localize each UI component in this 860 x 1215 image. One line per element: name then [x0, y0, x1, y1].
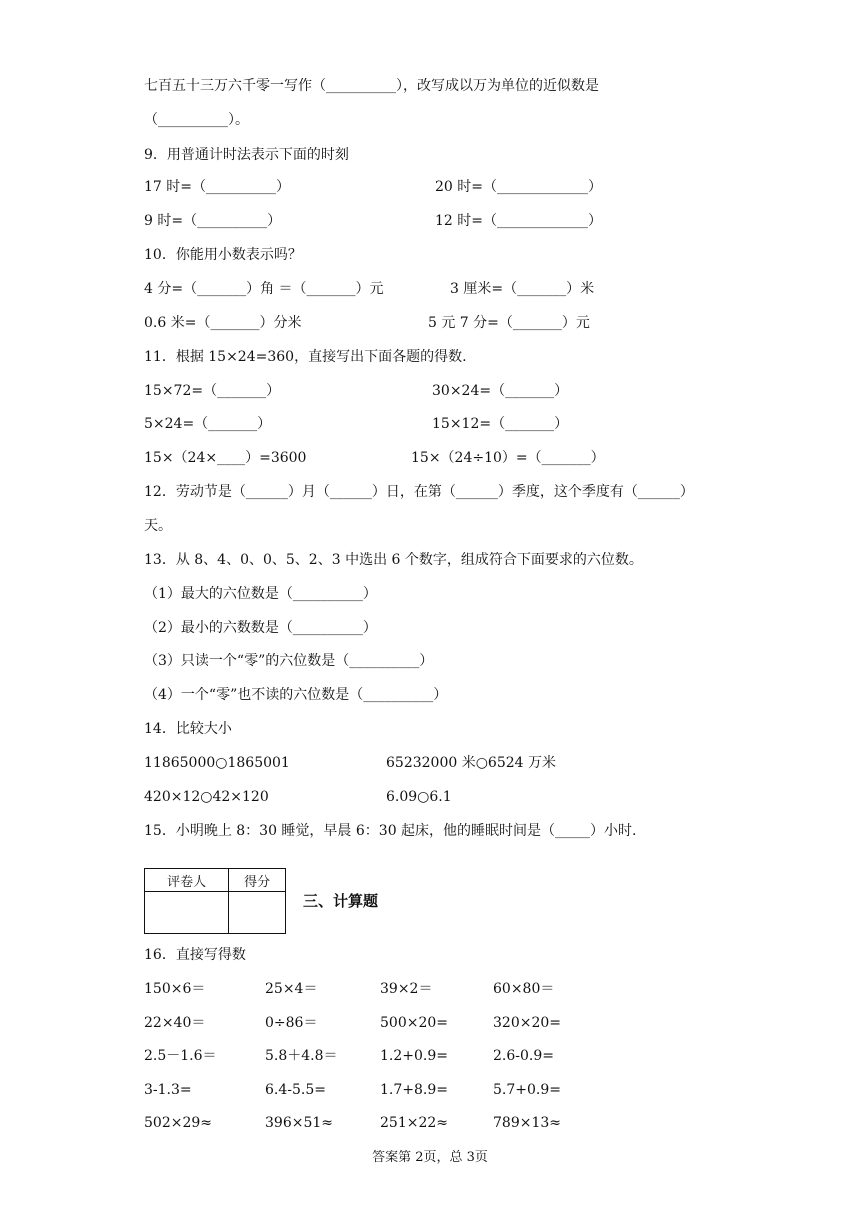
calc-item: 25×4＝ — [265, 981, 318, 997]
calc-item: 500×20= — [380, 1015, 448, 1031]
text-line-l2: （__________）。 — [144, 112, 249, 128]
text-line-q10c: 0.6 米=（_______）分米 — [144, 315, 302, 331]
text-line-q10: 10．你能用小数表示吗？ — [144, 247, 302, 263]
calc-item: 3-1.3= — [144, 1082, 192, 1098]
text-line-q14: 14．比较大小 — [144, 721, 232, 737]
text-line-q9b: 20 时=（_____________） — [435, 179, 602, 195]
text-line-q9d: 12 时=（_____________） — [435, 213, 602, 229]
text-line-q13d: （4）一个“零”也不读的六位数是（__________） — [144, 687, 448, 703]
text-line-q14a: 11865000○1865001 — [144, 755, 290, 771]
calc-item: 396×51≈ — [265, 1115, 333, 1131]
calc-item: 150×6＝ — [144, 981, 206, 997]
calc-item: 60×80＝ — [493, 981, 555, 997]
text-line-q9c: 9 时=（__________） — [144, 213, 282, 229]
text-line-q12b: 天。 — [144, 518, 172, 534]
calc-item: 1.2+0.9= — [380, 1048, 448, 1064]
score-cell — [229, 892, 286, 934]
page-footer: 答案第 2页，总 3页 — [372, 1150, 488, 1165]
text-line-l1: 七百五十三万六千零一写作（__________），改写成以万为单位的近似数是 — [144, 78, 599, 94]
text-line-q11a: 15×72=（_______） — [144, 383, 281, 399]
calc-item: 1.7+8.9= — [380, 1082, 448, 1098]
text-line-q15: 15．小明晚上 8：30 睡觉，早晨 6：30 起床，他的睡眠时间是（_____）小时. — [144, 823, 637, 839]
calc-item: 6.4-5.5= — [265, 1082, 326, 1098]
text-line-q11f: 15×（24÷10）=（_______） — [411, 450, 605, 466]
calc-item: 2.5－1.6＝ — [144, 1048, 217, 1064]
text-line-q13: 13．从 8、4、0、0、5、2、3 中选出 6 个数字，组成符合下面要求的六位数。 — [144, 552, 643, 568]
calc-item: 320×20= — [493, 1015, 561, 1031]
calc-item: 2.6-0.9= — [493, 1048, 554, 1064]
calc-item: 39×2＝ — [380, 981, 433, 997]
text-line-q11b: 30×24=（_______） — [432, 383, 569, 399]
calc-item: 502×29≈ — [144, 1115, 212, 1131]
score-table — [144, 868, 286, 934]
text-line-q13c: （3）只读一个“零”的六位数是（__________） — [144, 653, 434, 669]
text-line-q14c: 420×12○42×120 — [144, 789, 269, 805]
text-line-q11e: 15×（24×____）=3600 — [144, 450, 307, 466]
text-line-q14d: 6.09○6.1 — [386, 789, 452, 805]
score-header: 得分 — [229, 869, 286, 892]
text-line-q16: 16．直接写得数 — [144, 947, 246, 963]
text-line-q10a: 4 分=（_______）角 ＝（_______）元 — [144, 281, 384, 297]
text-line-q13a: （1）最大的六位数是（__________） — [144, 586, 377, 602]
calc-item: 5.8＋4.8＝ — [265, 1048, 338, 1064]
text-line-q11d: 15×12=（_______） — [432, 416, 569, 432]
calc-item: 0÷86＝ — [265, 1015, 318, 1031]
text-line-q11: 11．根据 15×24=360，直接写出下面各题的得数. — [144, 349, 467, 365]
text-line-q10b: 3 厘米=（_______）米 — [450, 281, 595, 297]
reviewer-header: 评卷人 — [145, 869, 229, 892]
text-line-q13b: （2）最小的六数数是（__________） — [144, 620, 377, 636]
calc-item: 251×22≈ — [380, 1115, 448, 1131]
text-line-q14b: 65232000 米○6524 万米 — [386, 755, 557, 771]
text-line-q11c: 5×24=（_______） — [144, 416, 272, 432]
text-line-q9: 9．用普通计时法表示下面的时刻 — [144, 147, 349, 163]
text-line-q12: 12．劳动节是（______）月（______）日，在第（______）季度，这个季度有（______） — [144, 484, 694, 500]
calc-item: 5.7+0.9= — [493, 1082, 561, 1098]
calc-item: 789×13≈ — [493, 1115, 561, 1131]
section-title: 三、计算题 — [303, 892, 379, 910]
text-line-q9a: 17 时=（__________） — [144, 179, 290, 195]
reviewer-cell — [145, 892, 229, 934]
calc-item: 22×40＝ — [144, 1015, 206, 1031]
text-line-q10d: 5 元 7 分=（_______）元 — [428, 315, 590, 331]
